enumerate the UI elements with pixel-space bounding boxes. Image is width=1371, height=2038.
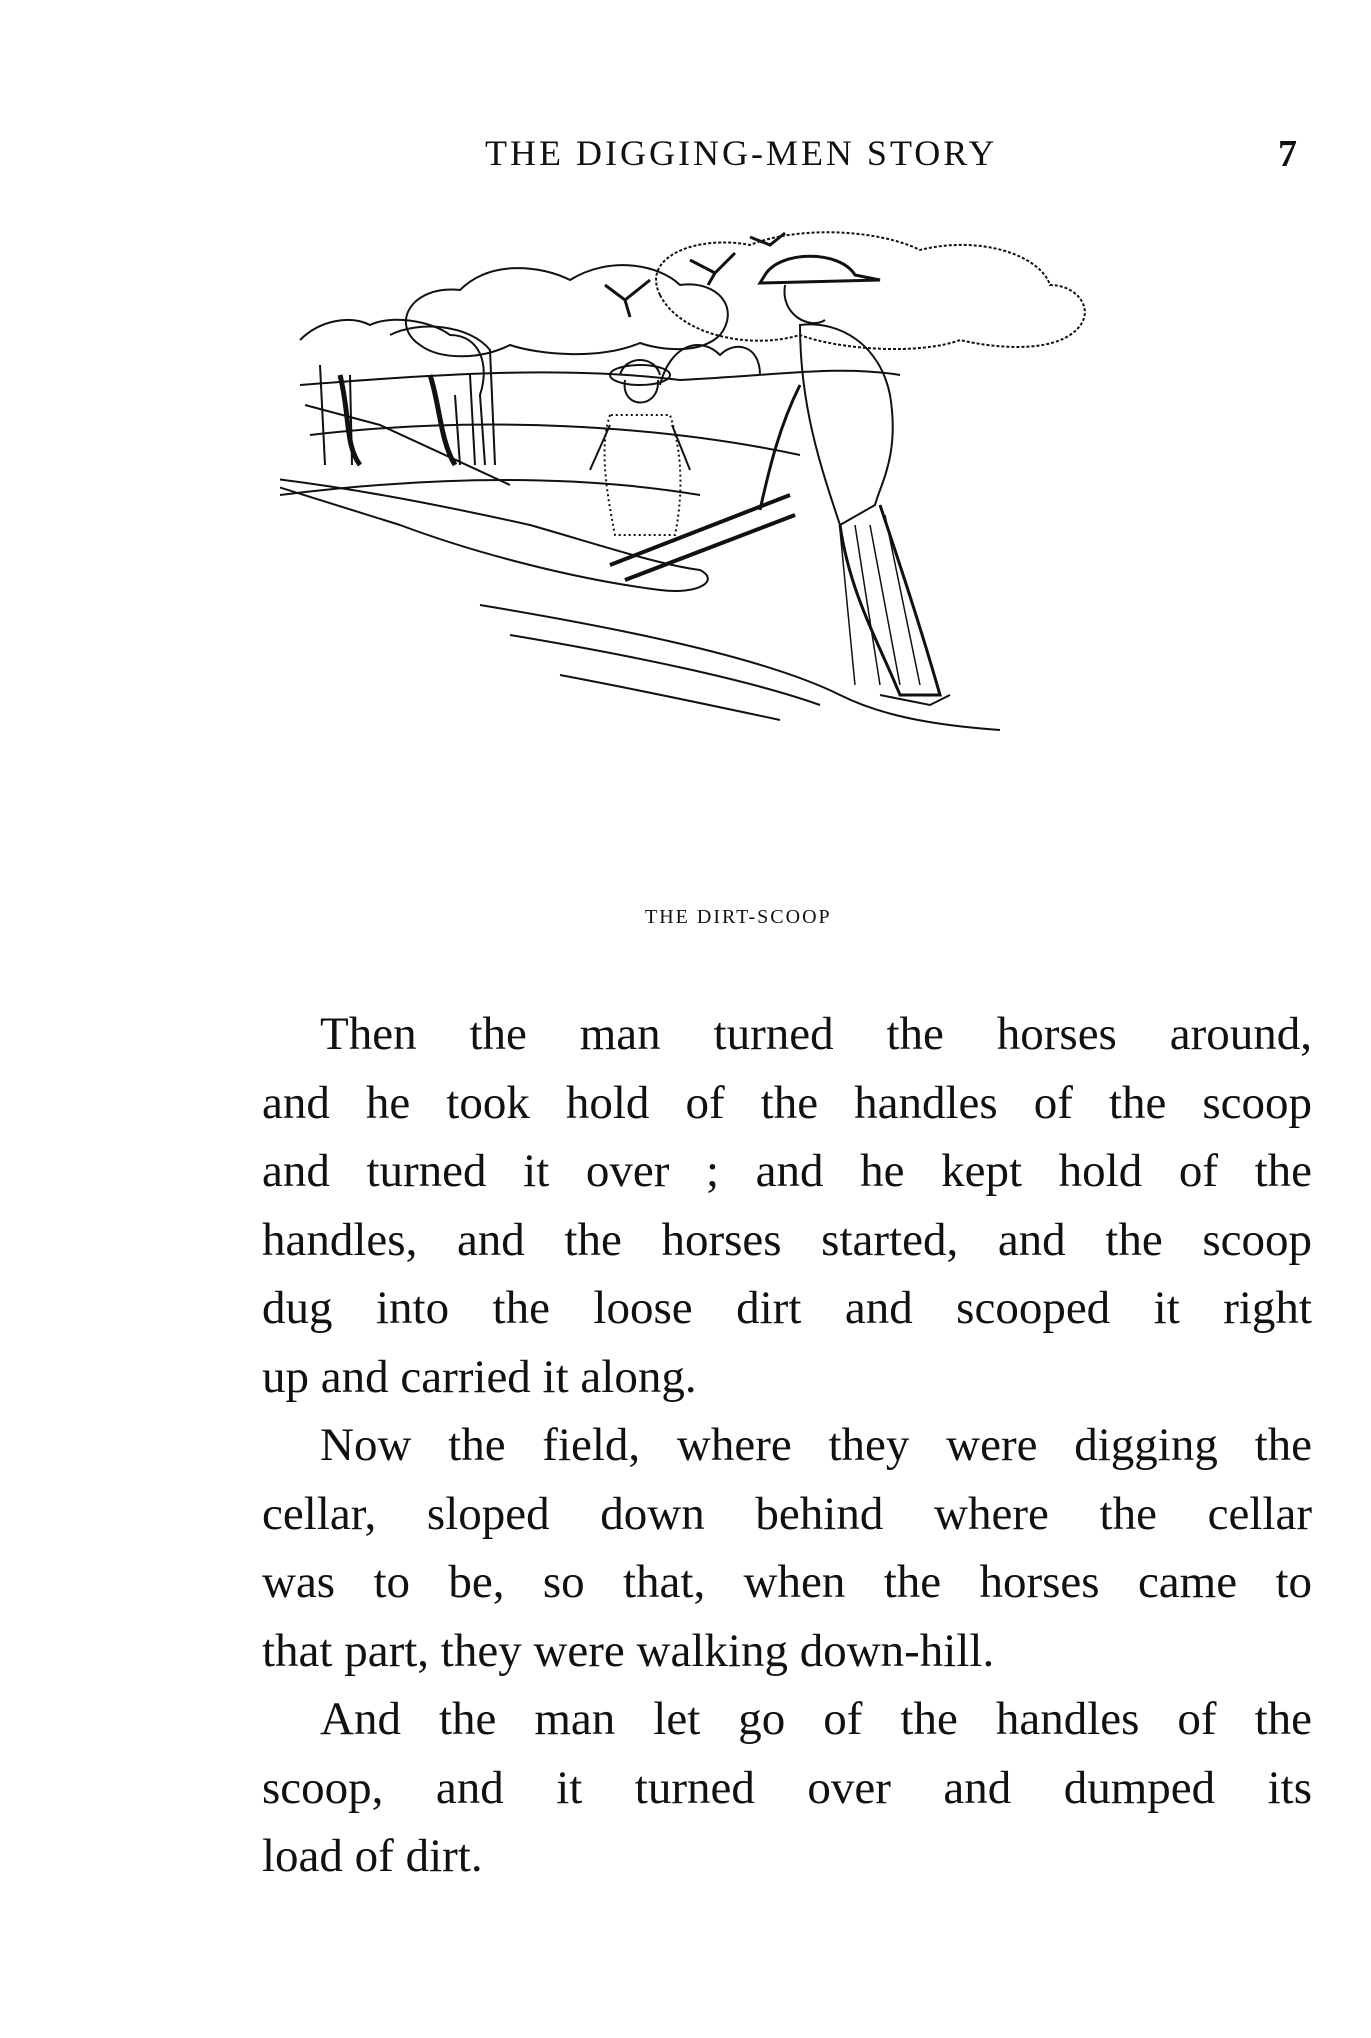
dirt-scoop-illustration bbox=[280, 225, 1300, 965]
text-line: And the man let go of the handles of the bbox=[320, 1693, 1312, 1745]
figure-caption: THE DIRT-SCOOP bbox=[645, 906, 832, 928]
running-title: THE DIGGING-MEN STORY bbox=[485, 133, 998, 173]
text-line: scoop, and it turned over and dumped its bbox=[262, 1761, 1312, 1814]
field-line-2 bbox=[280, 480, 700, 495]
text-line: Then the man turned the horses around, bbox=[320, 1008, 1312, 1060]
cloud-left bbox=[406, 265, 728, 356]
cloud-right bbox=[656, 232, 1085, 349]
horizon bbox=[300, 371, 900, 385]
scoop-handles bbox=[610, 495, 795, 580]
text-line: was to be, so that, when the horses came to bbox=[262, 1556, 1312, 1608]
page-number: 7 bbox=[1278, 133, 1297, 175]
man-figure bbox=[760, 256, 950, 705]
furrow-3 bbox=[560, 675, 780, 720]
text-line: and turned it over ; and he kept hold of the bbox=[262, 1145, 1312, 1197]
text-line: and he took hold of the handles of the scoop bbox=[262, 1076, 1312, 1129]
paragraph-1 bbox=[262, 1000, 1312, 1411]
text-line: that part, they were walking down-hill. bbox=[262, 1624, 995, 1677]
bird-2 bbox=[690, 253, 735, 285]
running-head bbox=[0, 132, 1371, 182]
bird-1 bbox=[605, 280, 650, 317]
horse-team bbox=[300, 320, 510, 485]
illustration-svg bbox=[280, 225, 1300, 965]
text-line: Now the field, where they were digging the bbox=[320, 1419, 1312, 1471]
text-line: up and carried it along. bbox=[262, 1350, 697, 1403]
boy-figure bbox=[590, 360, 690, 535]
text-line: cellar, sloped down behind where the cellar bbox=[262, 1487, 1312, 1540]
paragraph-2 bbox=[262, 1411, 1312, 1685]
paragraph-3 bbox=[262, 1685, 1312, 1891]
field-line-1 bbox=[310, 425, 800, 455]
text-line: dug into the loose dirt and scooped it right bbox=[262, 1282, 1312, 1334]
text-line: handles, and the horses started, and the scoop bbox=[262, 1213, 1312, 1266]
text-line: load of dirt. bbox=[262, 1830, 483, 1882]
body-text bbox=[262, 1000, 1312, 1891]
